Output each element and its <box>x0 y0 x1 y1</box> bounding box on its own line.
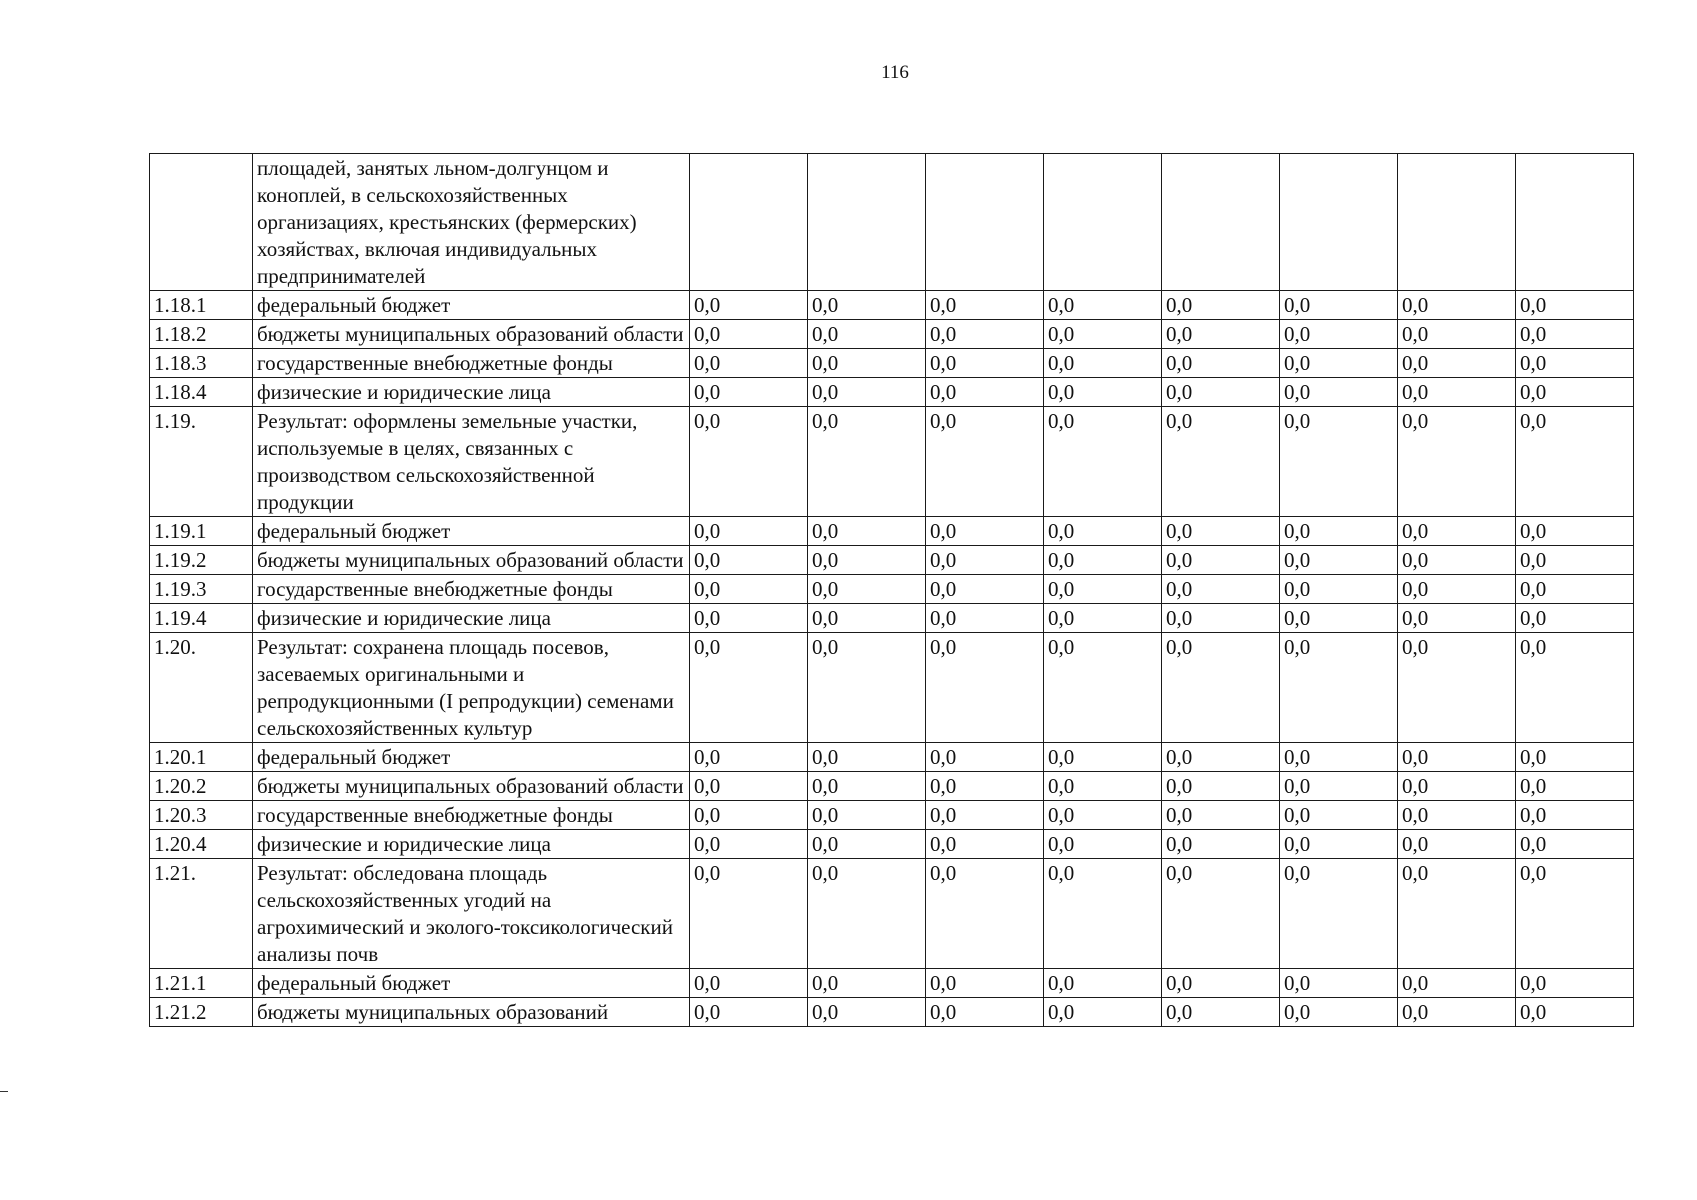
value-cell-col-7: 0,0 <box>1398 743 1516 772</box>
table-row <box>150 407 1634 517</box>
table-row <box>150 801 1634 830</box>
value-cell-col-1: 0,0 <box>690 517 808 546</box>
value-cell-col-6: 0,0 <box>1280 998 1398 1027</box>
row-number-cell: 1.19.2 <box>150 546 253 575</box>
table-row <box>150 859 1634 969</box>
value-cell-col-6: 0,0 <box>1280 604 1398 633</box>
value-cell-col-5: 0,0 <box>1162 349 1280 378</box>
value-cell-col-7: 0,0 <box>1398 604 1516 633</box>
row-name-cell: государственные внебюджетные фонды <box>253 575 690 604</box>
row-number-cell: 1.20.3 <box>150 801 253 830</box>
row-name-cell: государственные внебюджетные фонды <box>253 349 690 378</box>
value-cell-col-3: 0,0 <box>926 969 1044 998</box>
row-number-cell <box>150 154 253 291</box>
value-cell-col-7: 0,0 <box>1398 969 1516 998</box>
value-cell-col-6: 0,0 <box>1280 969 1398 998</box>
value-cell-col-1: 0,0 <box>690 546 808 575</box>
table-body <box>150 154 1634 1027</box>
value-cell-col-2: 0,0 <box>808 546 926 575</box>
table-row <box>150 320 1634 349</box>
value-cell-col-8: 0,0 <box>1516 349 1634 378</box>
value-cell-col-2: 0,0 <box>808 859 926 969</box>
value-cell-col-8: 0,0 <box>1516 859 1634 969</box>
value-cell-col-6: 0,0 <box>1280 772 1398 801</box>
value-cell-col-4: 0,0 <box>1044 349 1162 378</box>
value-cell-col-4: 0,0 <box>1044 291 1162 320</box>
value-cell-col-8 <box>1516 154 1634 291</box>
value-cell-col-5: 0,0 <box>1162 378 1280 407</box>
row-name-cell: Результат: обследована площадь сельскохозяйственных угодий на агрохимический и эколого-токсикологический анализы почв <box>253 859 690 969</box>
value-cell-col-5: 0,0 <box>1162 517 1280 546</box>
value-cell-col-8: 0,0 <box>1516 830 1634 859</box>
value-cell-col-3: 0,0 <box>926 407 1044 517</box>
row-name-cell: площадей, занятых льном-долгунцом и коноплей, в сельскохозяйственных организациях, крестьянских (фермерских) хозяйствах, включая индивидуальных предпринимателей <box>253 154 690 291</box>
row-name-cell: физические и юридические лица <box>253 604 690 633</box>
value-cell-col-8: 0,0 <box>1516 743 1634 772</box>
value-cell-col-3: 0,0 <box>926 859 1044 969</box>
value-cell-col-8: 0,0 <box>1516 546 1634 575</box>
value-cell-col-7: 0,0 <box>1398 320 1516 349</box>
value-cell-col-2: 0,0 <box>808 998 926 1027</box>
value-cell-col-6: 0,0 <box>1280 830 1398 859</box>
value-cell-col-3: 0,0 <box>926 378 1044 407</box>
table-row <box>150 378 1634 407</box>
scan-edge-mark <box>0 1091 8 1092</box>
value-cell-col-5: 0,0 <box>1162 998 1280 1027</box>
value-cell-col-6: 0,0 <box>1280 801 1398 830</box>
value-cell-col-4: 0,0 <box>1044 801 1162 830</box>
value-cell-col-1: 0,0 <box>690 633 808 743</box>
value-cell-col-1: 0,0 <box>690 575 808 604</box>
value-cell-col-7: 0,0 <box>1398 830 1516 859</box>
value-cell-col-6: 0,0 <box>1280 546 1398 575</box>
value-cell-col-5: 0,0 <box>1162 604 1280 633</box>
value-cell-col-8: 0,0 <box>1516 407 1634 517</box>
table-row <box>150 969 1634 998</box>
row-name-cell: федеральный бюджет <box>253 291 690 320</box>
value-cell-col-6: 0,0 <box>1280 633 1398 743</box>
value-cell-col-7: 0,0 <box>1398 772 1516 801</box>
table-row <box>150 349 1634 378</box>
value-cell-col-3: 0,0 <box>926 772 1044 801</box>
row-name-cell: бюджеты муниципальных образований <box>253 998 690 1027</box>
value-cell-col-5 <box>1162 154 1280 291</box>
value-cell-col-2: 0,0 <box>808 772 926 801</box>
budget-table-container <box>149 153 1634 1027</box>
value-cell-col-4: 0,0 <box>1044 859 1162 969</box>
value-cell-col-6: 0,0 <box>1280 407 1398 517</box>
value-cell-col-4: 0,0 <box>1044 575 1162 604</box>
value-cell-col-5: 0,0 <box>1162 633 1280 743</box>
row-number-cell: 1.19.4 <box>150 604 253 633</box>
value-cell-col-1: 0,0 <box>690 830 808 859</box>
value-cell-col-8: 0,0 <box>1516 604 1634 633</box>
value-cell-col-1: 0,0 <box>690 743 808 772</box>
row-name-cell: федеральный бюджет <box>253 743 690 772</box>
value-cell-col-6 <box>1280 154 1398 291</box>
value-cell-col-7: 0,0 <box>1398 575 1516 604</box>
table-row <box>150 998 1634 1027</box>
value-cell-col-7 <box>1398 154 1516 291</box>
row-number-cell: 1.18.4 <box>150 378 253 407</box>
value-cell-col-4: 0,0 <box>1044 743 1162 772</box>
table-row <box>150 154 1634 291</box>
value-cell-col-5: 0,0 <box>1162 772 1280 801</box>
value-cell-col-4: 0,0 <box>1044 517 1162 546</box>
value-cell-col-4: 0,0 <box>1044 546 1162 575</box>
row-number-cell: 1.19.3 <box>150 575 253 604</box>
value-cell-col-2: 0,0 <box>808 969 926 998</box>
value-cell-col-2: 0,0 <box>808 575 926 604</box>
row-name-cell: физические и юридические лица <box>253 830 690 859</box>
value-cell-col-7: 0,0 <box>1398 517 1516 546</box>
value-cell-col-1: 0,0 <box>690 291 808 320</box>
row-name-cell: федеральный бюджет <box>253 969 690 998</box>
table-row <box>150 830 1634 859</box>
value-cell-col-5: 0,0 <box>1162 320 1280 349</box>
value-cell-col-4: 0,0 <box>1044 407 1162 517</box>
value-cell-col-8: 0,0 <box>1516 998 1634 1027</box>
table-row <box>150 291 1634 320</box>
value-cell-col-5: 0,0 <box>1162 291 1280 320</box>
row-name-cell: государственные внебюджетные фонды <box>253 801 690 830</box>
value-cell-col-3: 0,0 <box>926 830 1044 859</box>
value-cell-col-2: 0,0 <box>808 349 926 378</box>
value-cell-col-1: 0,0 <box>690 604 808 633</box>
row-name-cell: бюджеты муниципальных образований области <box>253 320 690 349</box>
value-cell-col-8: 0,0 <box>1516 801 1634 830</box>
value-cell-col-7: 0,0 <box>1398 859 1516 969</box>
value-cell-col-3: 0,0 <box>926 604 1044 633</box>
value-cell-col-1: 0,0 <box>690 998 808 1027</box>
value-cell-col-3: 0,0 <box>926 320 1044 349</box>
value-cell-col-8: 0,0 <box>1516 291 1634 320</box>
row-name-cell: бюджеты муниципальных образований области <box>253 772 690 801</box>
value-cell-col-8: 0,0 <box>1516 633 1634 743</box>
table-row <box>150 546 1634 575</box>
row-name-cell: Результат: сохранена площадь посевов, засеваемых оригинальными и репродукционными (I репродукции) семенами сельскохозяйственных культур <box>253 633 690 743</box>
value-cell-col-2: 0,0 <box>808 801 926 830</box>
value-cell-col-4: 0,0 <box>1044 998 1162 1027</box>
value-cell-col-5: 0,0 <box>1162 546 1280 575</box>
value-cell-col-2: 0,0 <box>808 604 926 633</box>
value-cell-col-6: 0,0 <box>1280 378 1398 407</box>
value-cell-col-3: 0,0 <box>926 546 1044 575</box>
value-cell-col-3: 0,0 <box>926 575 1044 604</box>
value-cell-col-1: 0,0 <box>690 772 808 801</box>
value-cell-col-5: 0,0 <box>1162 830 1280 859</box>
row-number-cell: 1.19.1 <box>150 517 253 546</box>
value-cell-col-8: 0,0 <box>1516 517 1634 546</box>
value-cell-col-3 <box>926 154 1044 291</box>
value-cell-col-6: 0,0 <box>1280 575 1398 604</box>
value-cell-col-4: 0,0 <box>1044 604 1162 633</box>
value-cell-col-6: 0,0 <box>1280 517 1398 546</box>
row-number-cell: 1.20.1 <box>150 743 253 772</box>
value-cell-col-7: 0,0 <box>1398 998 1516 1027</box>
budget-table <box>149 153 1634 1027</box>
value-cell-col-3: 0,0 <box>926 349 1044 378</box>
value-cell-col-3: 0,0 <box>926 801 1044 830</box>
value-cell-col-7: 0,0 <box>1398 407 1516 517</box>
value-cell-col-7: 0,0 <box>1398 291 1516 320</box>
value-cell-col-1: 0,0 <box>690 859 808 969</box>
table-row <box>150 743 1634 772</box>
row-name-cell: физические и юридические лица <box>253 378 690 407</box>
table-row <box>150 772 1634 801</box>
value-cell-col-2: 0,0 <box>808 378 926 407</box>
row-number-cell: 1.18.1 <box>150 291 253 320</box>
value-cell-col-4: 0,0 <box>1044 830 1162 859</box>
value-cell-col-1: 0,0 <box>690 349 808 378</box>
row-number-cell: 1.18.2 <box>150 320 253 349</box>
value-cell-col-2: 0,0 <box>808 517 926 546</box>
value-cell-col-3: 0,0 <box>926 517 1044 546</box>
value-cell-col-2: 0,0 <box>808 320 926 349</box>
value-cell-col-3: 0,0 <box>926 743 1044 772</box>
table-row <box>150 604 1634 633</box>
value-cell-col-2: 0,0 <box>808 743 926 772</box>
value-cell-col-5: 0,0 <box>1162 859 1280 969</box>
value-cell-col-6: 0,0 <box>1280 320 1398 349</box>
value-cell-col-5: 0,0 <box>1162 801 1280 830</box>
value-cell-col-2: 0,0 <box>808 830 926 859</box>
row-number-cell: 1.20.2 <box>150 772 253 801</box>
value-cell-col-1: 0,0 <box>690 801 808 830</box>
value-cell-col-4 <box>1044 154 1162 291</box>
value-cell-col-4: 0,0 <box>1044 320 1162 349</box>
value-cell-col-8: 0,0 <box>1516 772 1634 801</box>
value-cell-col-7: 0,0 <box>1398 801 1516 830</box>
value-cell-col-1 <box>690 154 808 291</box>
value-cell-col-1: 0,0 <box>690 407 808 517</box>
value-cell-col-4: 0,0 <box>1044 969 1162 998</box>
row-number-cell: 1.18.3 <box>150 349 253 378</box>
value-cell-col-3: 0,0 <box>926 291 1044 320</box>
value-cell-col-8: 0,0 <box>1516 575 1634 604</box>
value-cell-col-4: 0,0 <box>1044 772 1162 801</box>
value-cell-col-7: 0,0 <box>1398 633 1516 743</box>
row-number-cell: 1.21.1 <box>150 969 253 998</box>
value-cell-col-7: 0,0 <box>1398 546 1516 575</box>
value-cell-col-3: 0,0 <box>926 633 1044 743</box>
value-cell-col-3: 0,0 <box>926 998 1044 1027</box>
value-cell-col-1: 0,0 <box>690 378 808 407</box>
value-cell-col-6: 0,0 <box>1280 743 1398 772</box>
value-cell-col-4: 0,0 <box>1044 378 1162 407</box>
table-row <box>150 517 1634 546</box>
value-cell-col-5: 0,0 <box>1162 575 1280 604</box>
page-number: 116 <box>881 62 909 83</box>
value-cell-col-1: 0,0 <box>690 969 808 998</box>
value-cell-col-7: 0,0 <box>1398 378 1516 407</box>
table-row <box>150 633 1634 743</box>
value-cell-col-5: 0,0 <box>1162 969 1280 998</box>
value-cell-col-5: 0,0 <box>1162 743 1280 772</box>
value-cell-col-2: 0,0 <box>808 407 926 517</box>
table-row <box>150 575 1634 604</box>
value-cell-col-7: 0,0 <box>1398 349 1516 378</box>
row-number-cell: 1.20. <box>150 633 253 743</box>
value-cell-col-6: 0,0 <box>1280 291 1398 320</box>
row-number-cell: 1.21. <box>150 859 253 969</box>
value-cell-col-1: 0,0 <box>690 320 808 349</box>
value-cell-col-2: 0,0 <box>808 633 926 743</box>
row-name-cell: Результат: оформлены земельные участки, используемые в целях, связанных с производством сельскохозяйственной продукции <box>253 407 690 517</box>
row-number-cell: 1.21.2 <box>150 998 253 1027</box>
value-cell-col-8: 0,0 <box>1516 969 1634 998</box>
value-cell-col-2: 0,0 <box>808 291 926 320</box>
row-name-cell: федеральный бюджет <box>253 517 690 546</box>
row-number-cell: 1.19. <box>150 407 253 517</box>
value-cell-col-2 <box>808 154 926 291</box>
value-cell-col-5: 0,0 <box>1162 407 1280 517</box>
row-name-cell: бюджеты муниципальных образований области <box>253 546 690 575</box>
value-cell-col-6: 0,0 <box>1280 349 1398 378</box>
value-cell-col-4: 0,0 <box>1044 633 1162 743</box>
value-cell-col-8: 0,0 <box>1516 320 1634 349</box>
value-cell-col-8: 0,0 <box>1516 378 1634 407</box>
value-cell-col-6: 0,0 <box>1280 859 1398 969</box>
row-number-cell: 1.20.4 <box>150 830 253 859</box>
